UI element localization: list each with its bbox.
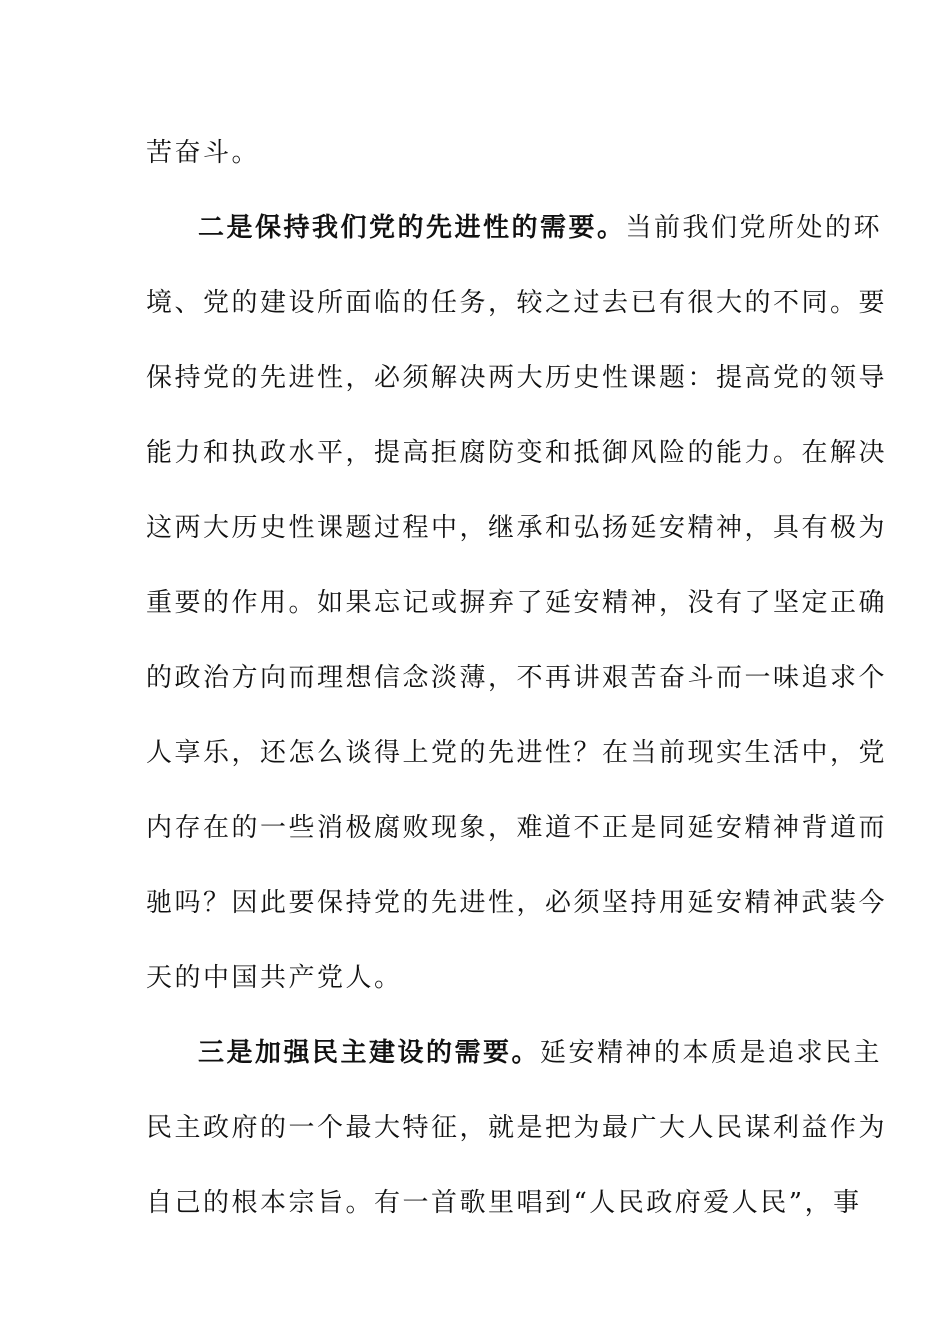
text-line: 境、党的建设所面临的任务，较之过去已有很大的不同。要 [146, 288, 888, 318]
text-line: 人享乐，还怎么谈得上党的先进性？在当前现实生活中，党 [146, 738, 888, 768]
text-line: 驰吗？因此要保持党的先进性，必须坚持用延安精神武装今 [146, 888, 888, 918]
text-line: 保持党的先进性，必须解决两大历史性课题：提高党的领导 [146, 363, 888, 393]
text-line: 的政治方向而理想信念淡薄，不再讲艰苦奋斗而一味追求个 [146, 663, 888, 693]
text-line: 重要的作用。如果忘记或摒弃了延安精神，没有了坚定正确 [146, 588, 888, 618]
paragraph-3-text-start: 延安精神的本质是追求民主 [540, 1038, 883, 1068]
paragraph-3-first-line [146, 1029, 883, 1104]
paragraph-3-heading: 三是加强民主建设的需要。 [198, 1038, 541, 1068]
text-line: 天的中国共产党人。 [146, 963, 403, 993]
text-line: 苦奋斗。 [146, 138, 261, 168]
text-line: 这两大历史性课题过程中，继承和弘扬延安精神，具有极为 [146, 513, 888, 543]
text-line: 自己的根本宗旨。有一首歌里唱到“人民政府爱人民”，事 [146, 1188, 862, 1218]
paragraph-2-heading: 二是保持我们党的先进性的需要。 [198, 213, 626, 243]
text-line: 能力和执政水平，提高拒腐防变和抵御风险的能力。在解决 [146, 438, 888, 468]
paragraph-2-text-start: 当前我们党所处的环 [625, 213, 883, 243]
body-text [146, 129, 888, 1254]
paragraph-2-first-line [146, 204, 883, 279]
text-line: 民主政府的一个最大特征，就是把为最广大人民谋利益作为 [146, 1113, 888, 1143]
text-line: 内存在的一些消极腐败现象，难道不正是同延安精神背道而 [146, 813, 888, 843]
